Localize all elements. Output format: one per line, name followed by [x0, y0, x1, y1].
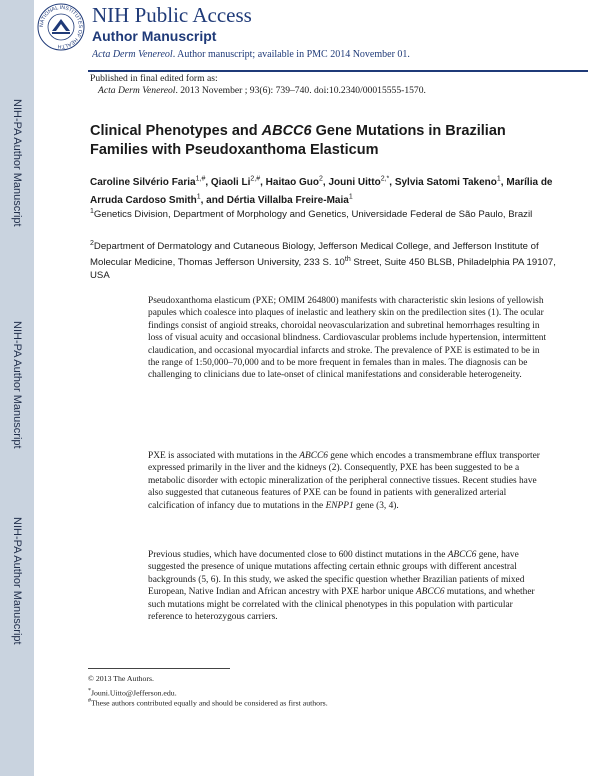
author: Haitao Guo$^2$,	[265, 176, 329, 189]
publication-info	[90, 73, 426, 97]
header-availability: . Author manuscript; available in PMC 2014 November 01.	[172, 49, 410, 60]
body-paragraph-1: Pseudoxanthoma elasticum (PXE; OMIM 264800) manifests with characteristic skin lesions of yellowish papules which coalesce into plaques of inelastic and leathery skin on the predilection sites (1). The ocular findings consist of angioid streaks, choroidal neovascularization and subretinal hemorrhages resulting in loss of visual acuity and occasional blindness. Cardiovascular problems include hypertension, intermittent claudication, and occasional myocardial infarcts and stroke. The prevalence of PXE is estimated to be in the range of 1:50,000–70,000 and to be more frequent in females than in males. The diagnosis can be challenging to clinicians due to late-onset of clinical manifestations and considerable heterogeneity.	[148, 296, 547, 381]
footnote-divider	[88, 668, 230, 669]
author: Caroline Silvério Faria$^{1,\#}$,	[90, 176, 211, 189]
logo-ring-text: NATIONAL INSTITUTES OF HEALTH	[38, 4, 84, 50]
author-manuscript-label: Author Manuscript	[92, 28, 217, 44]
affiliation-1: $^1$Genetics Division, Department of Morphology and Genetics, Universidade Federal de São Paulo, Brazil	[90, 208, 533, 221]
header-journal: Acta Derm Venereol	[92, 49, 173, 60]
sidebar-label-bottom: NIH-PA Author Manuscript	[11, 517, 23, 645]
title-part-1: Clinical Phenotypes and	[90, 123, 262, 139]
author-list	[90, 173, 570, 208]
title-gene: ABCC6	[261, 123, 312, 139]
sidebar-label-middle: NIH-PA Author Manuscript	[11, 321, 23, 449]
author: Sylvia Satomi Takeno$^1$,	[394, 176, 507, 189]
publication-citation	[90, 85, 426, 97]
title-part-2: Gene Mutations in Brazilian Families with Pseudoxanthoma Elasticum	[90, 123, 506, 158]
author: Marília de Arruda Cardoso Smith$^1$, and	[90, 177, 553, 206]
publication-journal: Acta Derm Venereol	[98, 85, 176, 96]
author: Dértia Villalba Freire-Maia$^1$	[226, 193, 353, 206]
nih-public-access-title: NIH Public Access	[92, 3, 252, 27]
footnote-copyright: © 2013 The Authors.	[88, 674, 154, 683]
publication-details: . 2013 November ; 93(6): 739–740. doi:10.2340/00015555-1570.	[175, 85, 426, 96]
body-paragraph-3: Previous studies, which have documented close to 600 distinct mutations in the ABCC6 gene, have suggested the presence of unique mutations affecting certain ethnic groups with different ancestral backgrounds (5, 6). In this study, we asked the specific question whether Brazilian patients of mixed European, Native Indian and African ancestry with PXE harbor unique ABCC6 mutations, and whether such mutations might be correlated with the clinical phenotypes in this population with particular reference to heterozygous carriers.	[148, 550, 535, 623]
body-paragraph-2: PXE is associated with mutations in the ABCC6 gene which encodes a transmembrane efflux transporter expressed primarily in the liver and the kidneys (2). Consequently, PXE has been suggested to be a metabolic disorder with ectopic mineralization of the peripheral connective tissues. Recent studies have also suggested that cutaneous features of PXE can be found in patients with generalized arterial calcification of infancy due to mutations in the ENPP1 gene (3, 4).	[148, 451, 540, 511]
author: Jouni Uitto$^{2,*}$,	[328, 176, 395, 189]
header-divider	[88, 70, 588, 72]
published-label: Published in final edited form as:	[90, 73, 218, 84]
author: Qiaoli $Li^{2,\#}$,	[210, 176, 266, 189]
manuscript-sidebar	[0, 0, 34, 776]
header-citation	[92, 49, 592, 60]
footnote-equal-contribution: #These authors contributed equally and should be considered as first authors.	[88, 698, 328, 708]
sidebar-label-top: NIH-PA Author Manuscript	[11, 99, 23, 227]
article-title	[90, 122, 550, 160]
nih-logo-icon	[36, 2, 86, 52]
footnote-correspondence: *Jouni.Uitto@Jefferson.edu.	[88, 688, 177, 698]
affiliation-2: $^2$Department of Dermatology and Cutaneous Biology, Jefferson Medical College, and Jefferson Institute of Molecular Medicine, Thomas Jefferson University, 233 S. 10th Street, Suite 450 BLSB, Philadelphia PA 19107, USA	[90, 240, 556, 282]
